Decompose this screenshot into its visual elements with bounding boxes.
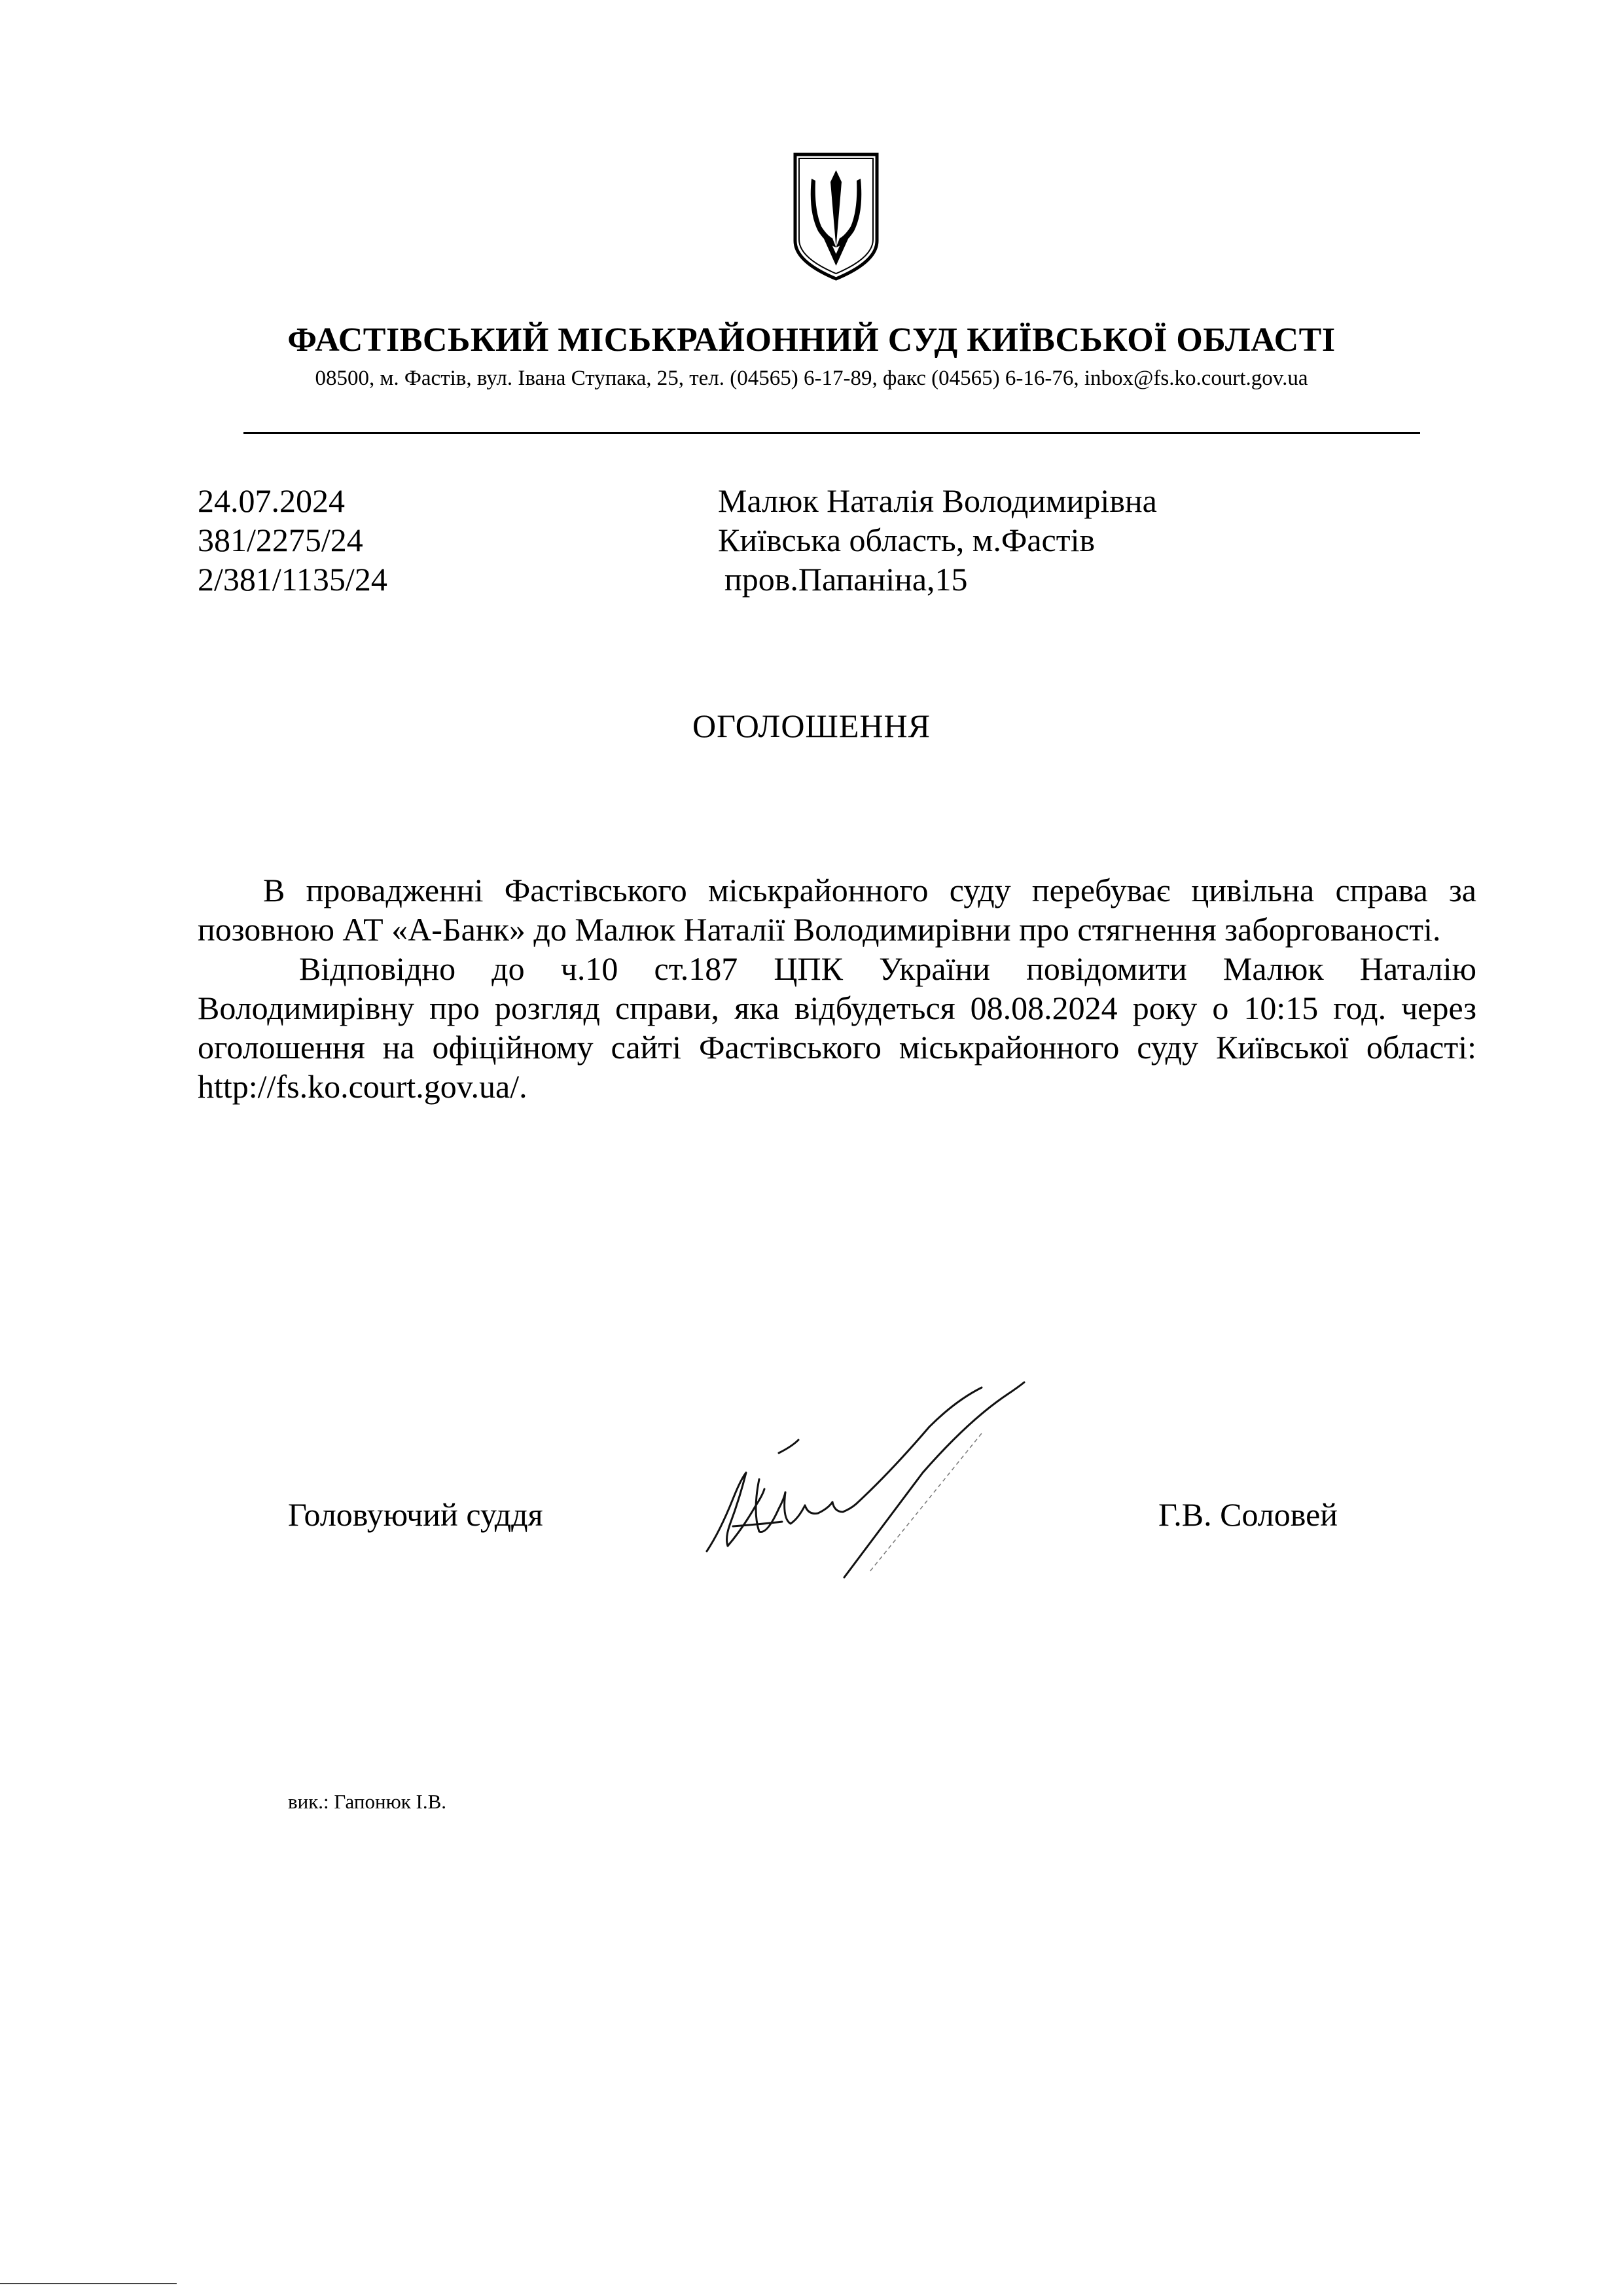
recipient-address-line1: Київська область, м.Фастів [718,522,1096,558]
document-date: 24.07.2024 [198,482,345,519]
document-references [198,481,387,599]
signatory-role: Головуючий суддя [288,1496,543,1533]
case-number: 381/2275/24 [198,522,363,558]
signatory-name: Г.В. Соловей [1158,1496,1338,1533]
document-title: ОГОЛОШЕННЯ [692,708,931,744]
handwritten-signature [694,1374,1060,1590]
court-name: ФАСТІВСЬКИЙ МІСЬКРАЙОННИЙ СУД КИЇВСЬКОЇ ОБЛАСТІ [287,321,1336,359]
recipient-block [718,481,1157,599]
coat-of-arms-icon [789,149,883,283]
executor-note: вик.: Гапонюк І.В. [288,1790,447,1813]
header-divider [243,432,1420,434]
court-address: 08500, м. Фастів, вул. Івана Ступака, 25, тел. (04565) 6-17-89, факс (04565) 6-16-76, inbox@fs.ko.court.gov.ua [315,367,1308,390]
recipient-name: Малюк Наталія Володимирівна [718,482,1157,519]
body-paragraph-2: Відповідно до ч.10 ст.187 ЦПК України повідомити Малюк Наталію Володимирівну про розгляд справи, яка відбудеться 08.08.2024 року о 10:15 год. через оголошення на офіційному сайті Фастівського міськрайонного суду Київської області: http://fs.ko.court.gov.ua/. [198,950,1476,1105]
announcement-body [198,870,1476,1106]
scan-edge-mark [0,2283,177,2284]
body-paragraph-1: В провадженні Фастівського міськрайонного суду перебуває цивільна справа за позовною АТ «А-Банк» до Малюк Наталії Володимирівни про стягнення заборгованості. [198,872,1476,948]
recipient-address-line2: пров.Папаніна,15 [724,561,968,598]
proceeding-number: 2/381/1135/24 [198,561,387,598]
